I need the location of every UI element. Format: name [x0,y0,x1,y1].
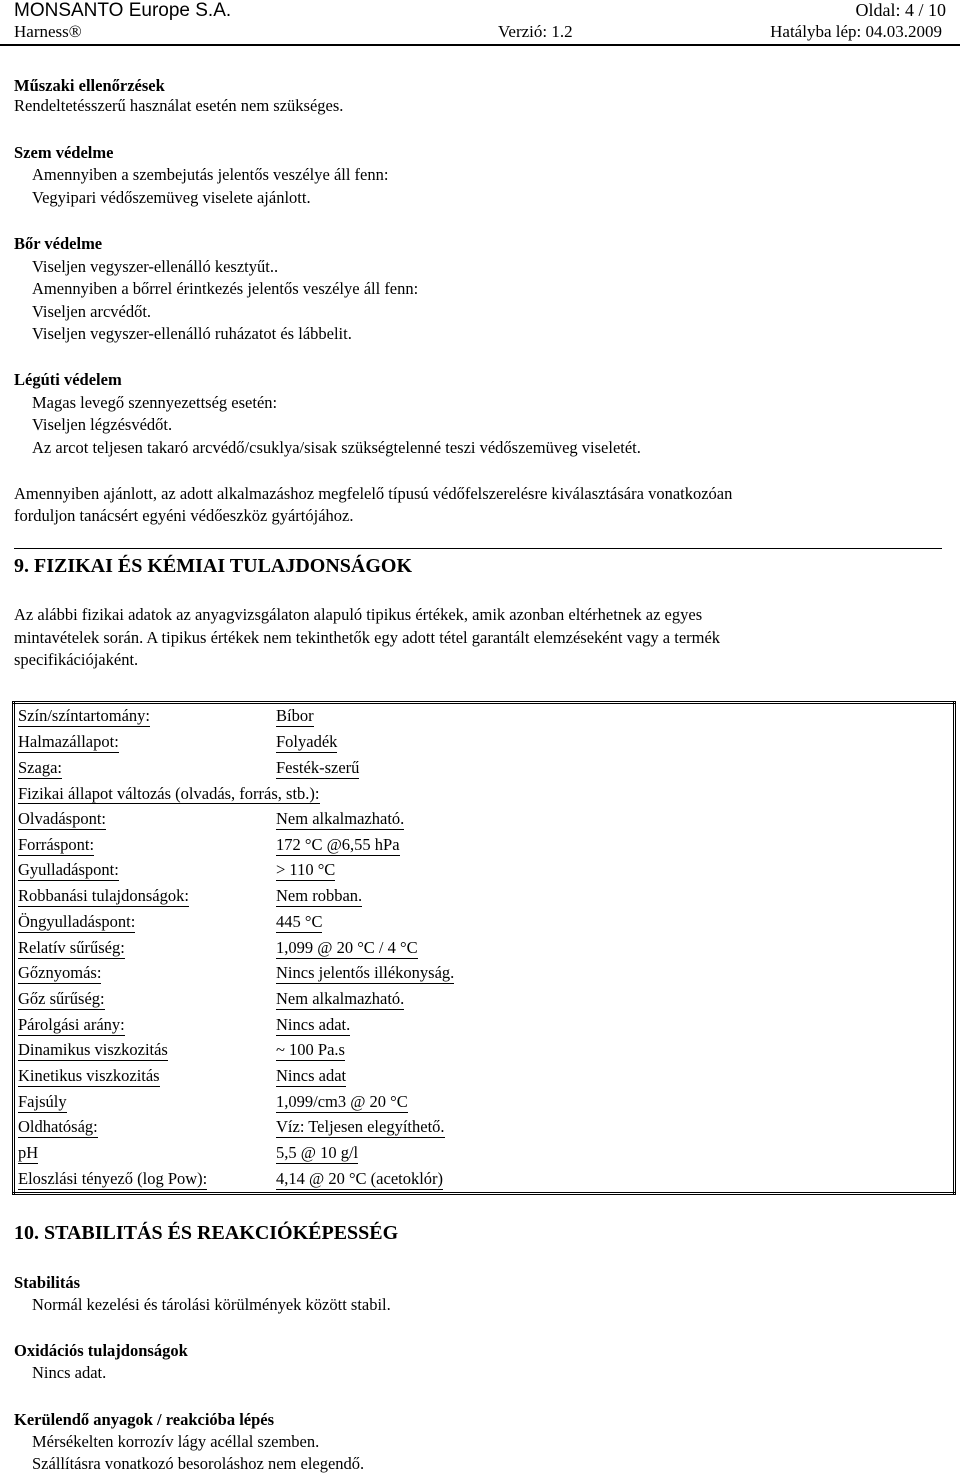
property-row [14,935,955,961]
property-label: Olvadáspont: [18,809,106,829]
resp-line: Viseljen légzésvédőt. [32,415,173,434]
stability-title: Stabilitás [14,1273,81,1292]
property-value: ~ 100 Pa.s [276,1040,345,1060]
property-value: 1,099/cm3 @ 20 °C [276,1091,408,1111]
property-value: Nincs jelentős illékonyság. [276,963,455,983]
engineering-title: Műszaki ellenőrzések [14,76,165,95]
section-9-intro: mintavételek során. A tipikus értékek nem tekinthetők egy adott tétel garantált elemzéseként vagy a termék [14,628,721,647]
property-label: Eloszlási tényező (log Pow): [18,1168,208,1188]
property-value: Víz: Teljesen elegyíthető. [276,1117,445,1137]
property-value: 1,099 @ 20 °C / 4 °C [276,937,418,957]
property-row [14,858,955,884]
property-label: Oldhatóság: [18,1117,98,1137]
eye-line: Amennyiben a szembejutás jelentős veszélye áll fenn: [32,165,389,184]
header-top [0,0,960,22]
property-row [14,1166,955,1193]
property-value: 445 °C [276,911,323,931]
property-label: Fizikai állapot változás (olvadás, forrás, stb.): [18,783,320,803]
resp-title: Légúti védelem [14,370,122,389]
section-9-intro: specifikációjaként. [14,650,139,669]
property-row [14,884,955,910]
property-label: Kinetikus viszkozitás [18,1065,160,1085]
property-value: 172 °C @6,55 hPa [276,834,400,854]
property-row [14,961,955,987]
advice-line: Amennyiben ajánlott, az adott alkalmazáshoz megfelelő típusú védőfelszerelésre kiválasztására vonatkozóan [14,484,733,503]
skin-line: Viseljen vegyszer-ellenálló ruházatot és lábbelit. [32,324,352,343]
property-label: Öngyulladáspont: [18,911,136,931]
product-name: Harness® [14,22,82,41]
property-value: Nem robban. [276,886,363,906]
section-10-title: 10. STABILITÁS ÉS REAKCIÓKÉPESSÉG [14,1222,399,1244]
oxidation-title: Oxidációs tulajdonságok [14,1341,188,1360]
property-label: Gőznyomás: [18,963,102,983]
eye-title: Szem védelme [14,143,114,162]
header-bottom [0,22,960,46]
avoid-line: Mérsékelten korrozív lágy acéllal szemben. [32,1432,320,1451]
property-row [14,832,955,858]
property-label: Párolgási arány: [18,1014,125,1034]
version: Verzió: 1.2 [498,22,573,41]
skin-title: Bőr védelme [14,234,103,253]
property-row [14,1115,955,1141]
skin-line: Viseljen vegyszer-ellenálló kesztyűt.. [32,257,279,276]
property-value: Bíbor [276,706,314,726]
property-row [14,807,955,833]
property-value: Nincs adat [276,1065,347,1085]
property-row [14,1012,955,1038]
property-value: Nem alkalmazható. [276,809,405,829]
effective-date: Hatályba lép: 04.03.2009 [770,22,942,41]
property-label: Fajsúly [18,1091,67,1111]
property-label: Dinamikus viszkozitás [18,1040,168,1060]
skin-line: Viseljen arcvédőt. [32,302,152,321]
property-row [14,703,955,730]
property-row [14,1141,955,1167]
advice-line: forduljon tanácsért egyéni védőeszköz gyártójához. [14,506,354,525]
property-label: Szín/színtartomány: [18,706,150,726]
property-value: 4,14 @ 20 °C (acetoklór) [276,1168,444,1188]
property-row [14,987,955,1013]
property-row [14,1038,955,1064]
property-row [14,910,955,936]
properties-table [12,701,956,1195]
section-divider [14,548,942,549]
section-9-title: 9. FIZIKAI ÉS KÉMIAI TULAJDONSÁGOK [14,555,413,577]
property-label: pH [18,1143,39,1163]
resp-line: Magas levegő szennyezettség esetén: [32,393,278,412]
property-label: Relatív sűrűség: [18,937,125,957]
property-label: Gőz sűrűség: [18,988,105,1008]
property-row [14,1089,955,1115]
property-value: Folyadék [276,732,338,752]
avoid-title: Kerülendő anyagok / reakcióba lépés [14,1410,275,1429]
engineering-line: Rendeltetésszerű használat esetén nem szükséges. [14,96,344,115]
section-9-intro: Az alábbi fizikai adatok az anyagvizsgálaton alapuló tipikus értékek, amik azonban eltérhetnek az egyes [14,605,703,624]
property-value: Nincs adat. [276,1014,351,1034]
property-label: Szaga: [18,757,62,777]
property-label: Gyulladáspont: [18,860,119,880]
company-name: MONSANTO Europe S.A. [14,0,232,21]
stability-text: Normál kezelési és tárolási körülmények között stabil. [32,1295,391,1314]
skin-line: Amennyiben a bőrrel érintkezés jelentős veszélye áll fenn: [32,279,419,298]
resp-line: Az arcot teljesen takaró arcvédő/csuklya/sisak szükségtelenné teszi védőszemüveg viseletét. [32,438,641,457]
eye-line: Vegyipari védőszemüveg viselete ajánlott. [32,188,311,207]
property-value: 5,5 @ 10 g/l [276,1143,359,1163]
property-row [14,755,955,781]
property-label: Robbanási tulajdonságok: [18,886,189,906]
property-value: Festék-szerű [276,757,360,777]
page-number: Oldal: 4 / 10 [855,0,946,20]
property-row [14,781,955,807]
property-value: > 110 °C [276,860,336,880]
property-label: Halmazállapot: [18,732,119,752]
oxidation-text: Nincs adat. [32,1363,107,1382]
property-row [14,1064,955,1090]
property-value: Nem alkalmazható. [276,988,405,1008]
avoid-line: Szállításra vonatkozó besoroláshoz nem elegendő. [32,1454,365,1473]
property-label: Forráspont: [18,834,95,854]
property-row [14,730,955,756]
